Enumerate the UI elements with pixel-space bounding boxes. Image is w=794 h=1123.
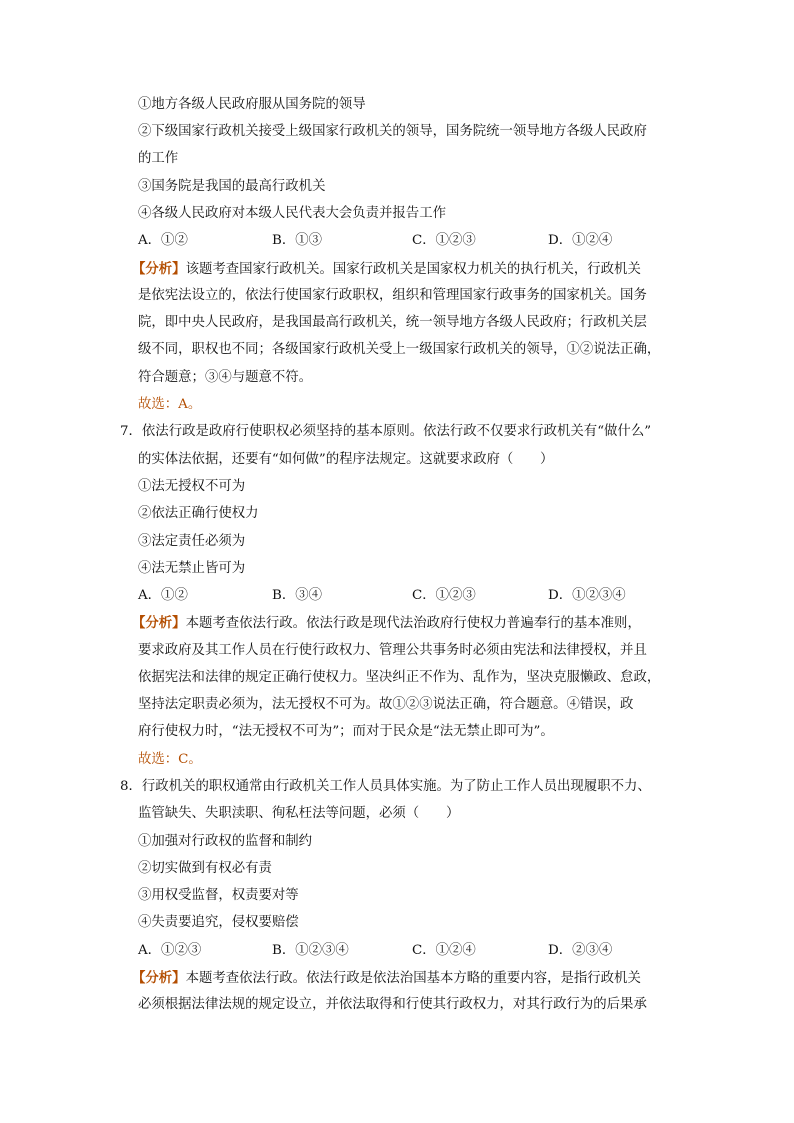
q7-analysis-line-1 xyxy=(132,613,641,634)
q7-stem-1: 7．依法行政是政府行使职权必须坚持的基本原则。依法行政不仅要求行政机关有“做什么” xyxy=(120,424,652,439)
q8-stem-2: 监管缺失、失职渎职、徇私枉法等问题，必须（ ） xyxy=(138,806,460,821)
q8-analysis-line-1 xyxy=(132,968,641,989)
q7-item-2: ②依法正确行使权力 xyxy=(138,506,259,521)
q7-stem-2: 的实体法依据，还要有“如何做”的程序法规定。这就要求政府（ ） xyxy=(138,452,554,467)
q6-option-c: C．①②③ xyxy=(412,233,476,248)
q6-option-d: D．①②④ xyxy=(548,233,613,248)
q7-analysis-line-5: 府行使权力时，“法无授权不可为”；而对于民众是“法无禁止即可为”。 xyxy=(138,724,554,739)
q7-item-3: ③法定责任必须为 xyxy=(138,534,246,549)
q8-item-1: ①加强对行政权的监督和制约 xyxy=(138,834,313,849)
q7-item-1: ①法无授权不可为 xyxy=(138,479,246,494)
q7-analysis-line-4: 坚持法定职责必须为，法无授权不可为。故①②③说法正确，符合题意。④错误，政 xyxy=(138,697,634,712)
q6-analysis-line-5: 符合题意；③④与题意不符。 xyxy=(138,370,313,385)
q6-analysis-tag: 【分析】 xyxy=(132,261,186,277)
q6-option-a: A．①② xyxy=(138,233,188,248)
q8-option-d: D．②③④ xyxy=(548,943,613,958)
q6-item-3: ③国务院是我国的最高行政机关 xyxy=(138,179,326,194)
q7-analysis-text-1: 本题考查依法行政。依法行政是现代法治政府行使权力普遍奉行的基本准则， xyxy=(185,616,641,631)
q8-option-a: A．①②③ xyxy=(138,943,202,958)
q8-item-2: ②切实做到有权必有责 xyxy=(138,861,272,876)
q8-option-c: C．①②④ xyxy=(412,943,476,958)
q6-item-4: ④各级人民政府对本级人民代表大会负责并报告工作 xyxy=(138,206,446,221)
q6-analysis-line-2: 是依宪法设立的，依法行使国家行政职权，组织和管理国家行政事务的国家机关。国务 xyxy=(138,288,647,303)
q8-option-b: B．①②③④ xyxy=(272,943,349,958)
q8-item-4: ④失责要追究，侵权要赔偿 xyxy=(138,915,299,930)
q6-analysis-text-1: 该题考查国家行政机关。国家行政机关是国家权力机关的执行机关，行政机关 xyxy=(185,262,641,277)
q6-option-b: B．①③ xyxy=(272,233,323,248)
q7-analysis-line-2: 要求政府及其工作人员在行使行政权力、管理公共事务时必须由宪法和法律授权，并且 xyxy=(138,643,647,658)
q8-item-3: ③用权受监督，权责要对等 xyxy=(138,888,299,903)
q6-analysis-line-1 xyxy=(132,259,641,280)
q6-item-2-cont: 的工作 xyxy=(138,151,179,166)
q6-item-2: ②下级国家行政机关接受上级国家行政机关的领导，国务院统一领导地方各级人民政府 xyxy=(138,124,647,139)
q6-item-1: ①地方各级人民政府服从国务院的领导 xyxy=(138,97,366,112)
q8-stem-1: 8．行政机关的职权通常由行政机关工作人员具体实施。为了防止工作人员出现履职不力、 xyxy=(120,779,651,794)
q7-option-c: C．①②③ xyxy=(412,588,476,603)
q7-option-d: D．①②③④ xyxy=(548,588,626,603)
q6-analysis-line-3: 院，即中央人民政府，是我国最高行政机关，统一领导地方各级人民政府；行政机关层 xyxy=(138,315,647,330)
q8-analysis-tag: 【分析】 xyxy=(132,970,186,986)
q8-analysis-text-1: 本题考查依法行政。依法行政是依法治国基本方略的重要内容，是指行政机关 xyxy=(185,971,641,986)
q7-analysis-line-3: 依据宪法和法律的规定正确行使权力。坚决纠正不作为、乱作为，坚决克服懒政、怠政， xyxy=(138,670,661,685)
q7-analysis-tag: 【分析】 xyxy=(132,615,186,631)
q8-analysis-line-2: 必须根据法律法规的规定设立，并依法取得和行使其行政权力，对其行政行为的后果承 xyxy=(138,997,647,1012)
q7-answer: 故选：C。 xyxy=(138,752,202,767)
q7-option-a: A．①② xyxy=(138,588,188,603)
q6-analysis-line-4: 级不同，职权也不同；各级国家行政机关受上一级国家行政机关的领导，①②说法正确， xyxy=(138,342,661,357)
q6-answer: 故选：A。 xyxy=(138,397,202,412)
q7-item-4: ④法无禁止皆可为 xyxy=(138,561,246,576)
q7-option-b: B．③④ xyxy=(272,588,323,603)
